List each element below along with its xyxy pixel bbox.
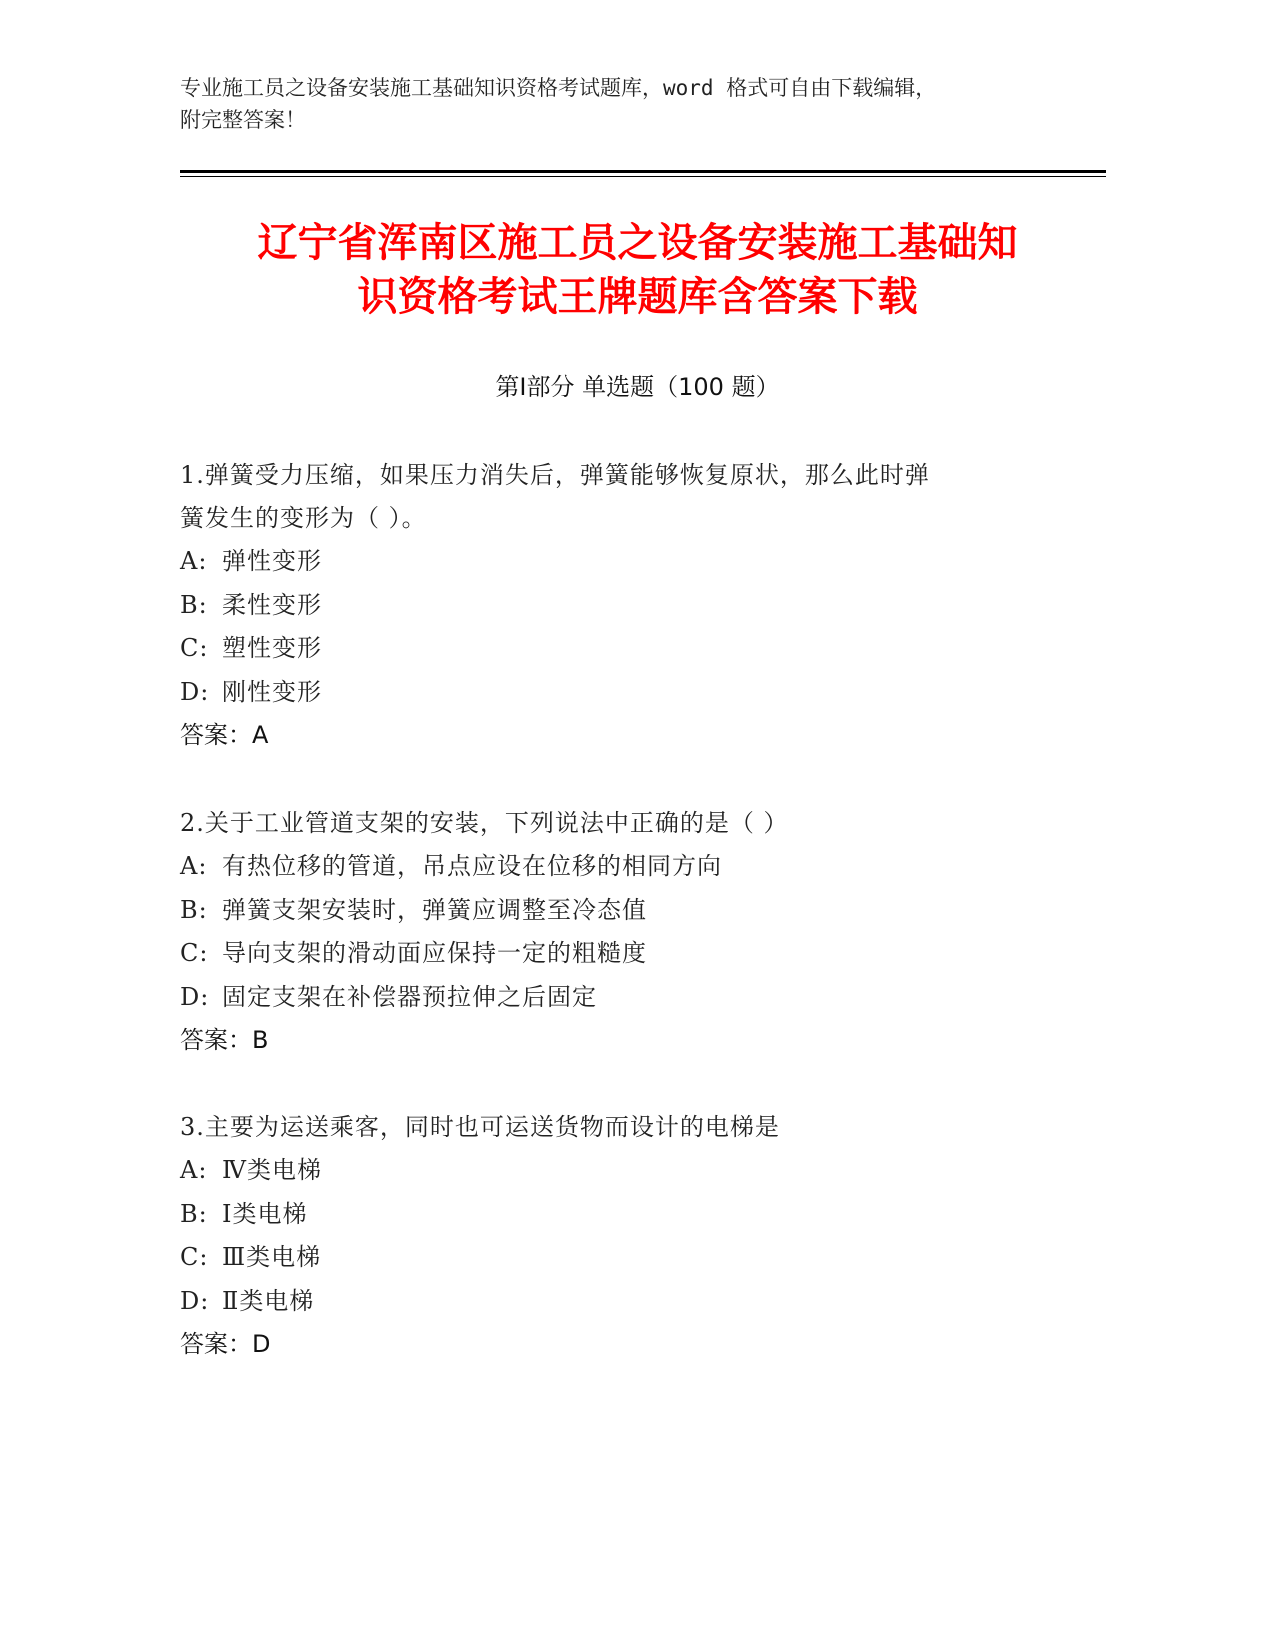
option-letter: C: — [180, 1243, 209, 1271]
option-letter: D: — [180, 982, 210, 1011]
option-c — [180, 627, 1120, 671]
title-line-2: 识资格考试王牌题库含答案下载 — [357, 274, 918, 320]
answer-label: 答案：D — [180, 1330, 271, 1358]
answer-label: 答案：B — [180, 1026, 269, 1054]
option-text: 柔性变形 — [222, 590, 322, 619]
option-text: 有热位移的管道，吊点应设在位移的相同方向 — [222, 852, 722, 880]
option-b — [180, 1193, 1120, 1237]
option-letter: B: — [180, 1199, 208, 1228]
option-text: Ⅳ类电梯 — [222, 1156, 322, 1184]
option-text: 固定支架在补偿器预拉伸之后固定 — [222, 982, 597, 1011]
intro-line-2: 附完整答案！ — [180, 108, 306, 132]
option-letter: C: — [180, 939, 209, 967]
section-heading: 第Ⅰ部分 单选题（100 题） — [495, 373, 780, 401]
option-b — [180, 889, 1120, 933]
option-letter: A: — [180, 547, 208, 575]
option-text: Ⅰ类电梯 — [222, 1199, 308, 1228]
option-d — [180, 1280, 1120, 1324]
document-title — [140, 216, 1135, 324]
option-text: Ⅲ类电梯 — [222, 1243, 322, 1271]
option-c — [180, 1236, 1120, 1280]
option-letter: C: — [180, 634, 209, 662]
option-letter: A: — [180, 1156, 208, 1184]
option-d — [180, 671, 1120, 715]
option-text: 弹簧支架安装时，弹簧应调整至冷态值 — [222, 895, 647, 924]
question-stem — [180, 454, 1120, 540]
option-text: 弹性变形 — [222, 547, 322, 575]
option-letter: B: — [180, 590, 208, 619]
option-a — [180, 540, 1120, 584]
question-stem-line-2: 簧发生的变形为（ ）。 — [180, 504, 427, 532]
question-1 — [180, 454, 1120, 758]
title-line-1: 辽宁省浑南区施工员之设备安装施工基础知 — [257, 220, 1018, 266]
question-stem-line-1: 3.主要为运送乘客，同时也可运送货物而设计的电梯是 — [180, 1113, 780, 1141]
question-stem — [180, 1106, 1120, 1149]
header-divider-thick — [180, 170, 1106, 173]
answer-label: 答案：A — [180, 721, 269, 749]
header-divider-thin — [180, 176, 1106, 177]
option-a — [180, 845, 1120, 889]
option-letter: D: — [180, 1286, 210, 1315]
option-a — [180, 1149, 1120, 1193]
option-d — [180, 976, 1120, 1020]
intro-text — [180, 72, 1110, 136]
option-text: Ⅱ类电梯 — [222, 1286, 315, 1315]
question-stem-line-1: 1.弹簧受力压缩，如果压力消失后，弹簧能够恢复原状，那么此时弹 — [180, 461, 930, 489]
option-text: 导向支架的滑动面应保持一定的粗糙度 — [222, 939, 647, 967]
option-b — [180, 584, 1120, 628]
question-2 — [180, 802, 1120, 1063]
question-stem — [180, 802, 1120, 845]
option-text: 塑性变形 — [222, 634, 322, 662]
option-letter: B: — [180, 895, 208, 924]
option-letter: A: — [180, 852, 208, 880]
question-stem-line-1: 2.关于工业管道支架的安装，下列说法中正确的是（ ） — [180, 809, 789, 837]
question-3 — [180, 1106, 1120, 1367]
option-c — [180, 932, 1120, 976]
option-letter: D: — [180, 677, 210, 706]
option-text: 刚性变形 — [222, 677, 322, 706]
intro-line-1: 专业施工员之设备安装施工基础知识资格考试题库，word 格式可自由下载编辑， — [180, 76, 937, 100]
